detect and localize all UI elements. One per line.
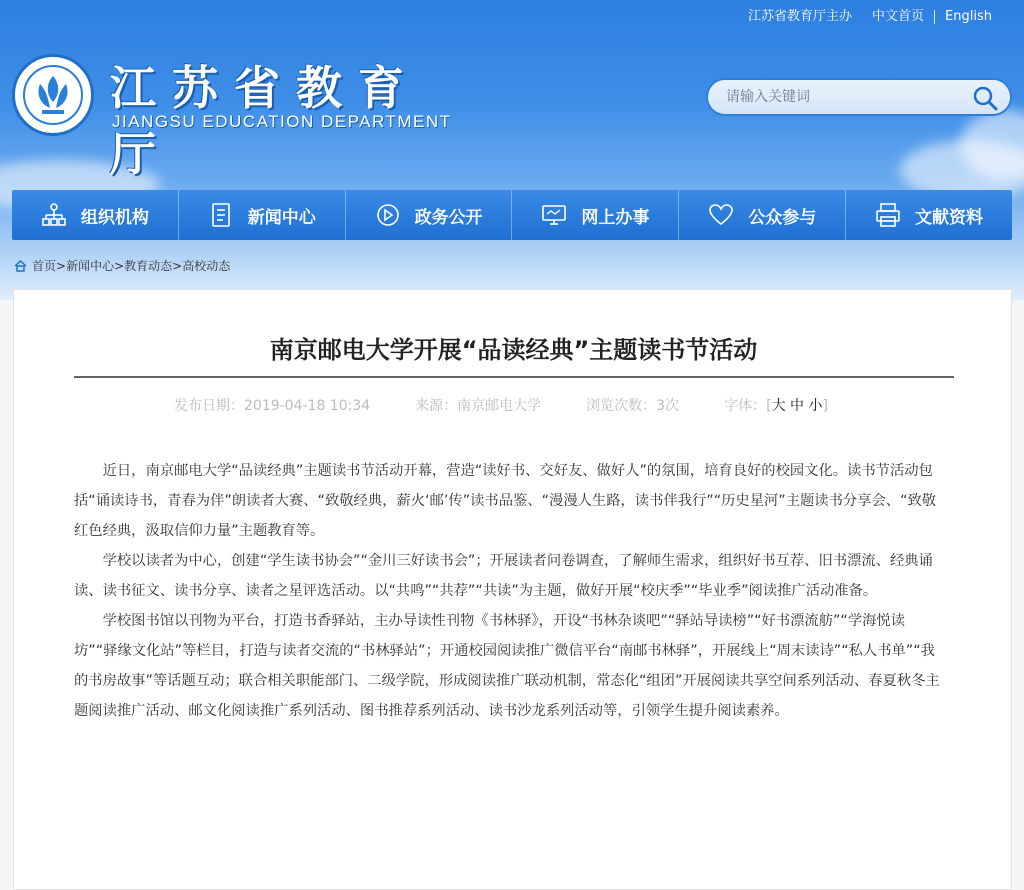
article-paragraph: 近日，南京邮电大学“品读经典”主题读书节活动开幕，营造“读好书、交好友、做好人”的氛围，培育良好的校园文化。读书节活动包括“诵读诗书，青春为伴”朗读者大赛、“致敬经典，薪火‘邮’传”读书品鉴、“漫漫人生路，读书伴我行”“历史星河”主题读书分享会、“致敬红色经典，汲取信仰力量”主题教育等。 bbox=[74, 463, 937, 539]
font-size-options[interactable]: 大 中 小 bbox=[771, 398, 823, 414]
nav-label: 政务公开 bbox=[414, 207, 483, 228]
printer-icon bbox=[875, 202, 901, 228]
main-nav bbox=[12, 190, 1012, 240]
top-links bbox=[738, 8, 1002, 26]
breadcrumb-home[interactable]: 首页> bbox=[32, 259, 67, 273]
font-size-label: 字体：[ bbox=[724, 398, 772, 414]
nav-item-documents[interactable] bbox=[846, 190, 1012, 240]
nav-label: 文献资料 bbox=[915, 207, 984, 228]
nav-label: 网上办事 bbox=[581, 207, 650, 228]
nav-label: 新闻中心 bbox=[247, 207, 316, 228]
article-container bbox=[13, 289, 1012, 890]
breadcrumb-education-news[interactable]: 教育动态> bbox=[124, 259, 183, 273]
breadcrumb-news-center[interactable]: 新闻中心> bbox=[66, 259, 125, 273]
nav-label: 公众参与 bbox=[748, 207, 817, 228]
logo-text-cn: 江苏省教育厅 bbox=[110, 61, 420, 181]
monitor-icon bbox=[541, 202, 567, 228]
divider bbox=[74, 376, 954, 378]
site-header bbox=[0, 0, 1024, 300]
view-count: 浏览次数：3次 bbox=[586, 398, 680, 414]
english-link[interactable]: English bbox=[945, 9, 992, 24]
compass-icon bbox=[375, 202, 401, 228]
home-cn-link[interactable]: 中文首页 bbox=[872, 9, 925, 24]
home-icon bbox=[14, 260, 27, 272]
nav-label: 组织机构 bbox=[80, 207, 149, 228]
font-size-control bbox=[724, 395, 828, 415]
org-chart-icon bbox=[41, 202, 67, 228]
search-box bbox=[706, 78, 1012, 116]
site-logo[interactable] bbox=[12, 52, 472, 181]
nav-item-organization[interactable] bbox=[12, 190, 179, 240]
publish-date: 发布日期：2019-04-18 10:34 bbox=[174, 398, 371, 414]
article-meta bbox=[174, 395, 828, 415]
search-icon[interactable] bbox=[972, 85, 998, 111]
font-size-end: ] bbox=[822, 398, 828, 414]
logo-text-en: JIANGSU EDUCATION DEPARTMENT bbox=[112, 112, 452, 131]
search-input[interactable] bbox=[726, 89, 976, 105]
article-paragraph: 学校图书馆以刊物为平台，打造书香驿站，主办导读性刊物《书林驿》，开设“书林杂谈吧”“驿站导读榜”“好书漂流舫”“学海悦读坊”“驿缘文化站”等栏目，打造与读者交流的“书林驿站”；开通校园阅读推广微信平台“南邮书林驿”，开展线上“周末读诗”“私人书单”“我的书房故事”等话题互动；联合相关职能部门、二级学院，形成阅读推广联动机制，常态化“组团”开展阅读共享空间系列活动、春夏秋冬主题阅读推广活动、邮文化阅读推广系列活动、图书推荐系列活动、读书沙龙系列活动等，引领学生提升阅读素养。 bbox=[74, 613, 940, 719]
nav-item-news[interactable] bbox=[179, 190, 346, 240]
heart-icon bbox=[708, 202, 734, 228]
article-body bbox=[74, 456, 946, 726]
emblem-icon bbox=[12, 54, 94, 136]
nav-item-public-participation[interactable] bbox=[679, 190, 846, 240]
article-source: 来源：南京邮电大学 bbox=[415, 398, 542, 414]
document-icon bbox=[208, 202, 234, 228]
article-paragraph: 学校以读者为中心，创建“学生读书协会”“金川三好读书会”；开展读者问卷调查，了解师生需求，组织好书互荐、旧书漂流、经典诵读、读书征文、读书分享、读者之星评选活动。以“共鸣”“共荐”“共读”为主题，做好开展“校庆季”“毕业季”阅读推广活动准备。 bbox=[74, 553, 933, 599]
nav-item-government-affairs[interactable] bbox=[346, 190, 513, 240]
breadcrumb-university-news[interactable]: 高校动态 bbox=[182, 259, 231, 273]
nav-item-online-service[interactable] bbox=[512, 190, 679, 240]
breadcrumb bbox=[14, 257, 230, 274]
article-title: 南京邮电大学开展“品读经典”主题读书节活动 bbox=[269, 336, 758, 364]
sponsor-text: 江苏省教育厅主办 bbox=[748, 9, 853, 24]
